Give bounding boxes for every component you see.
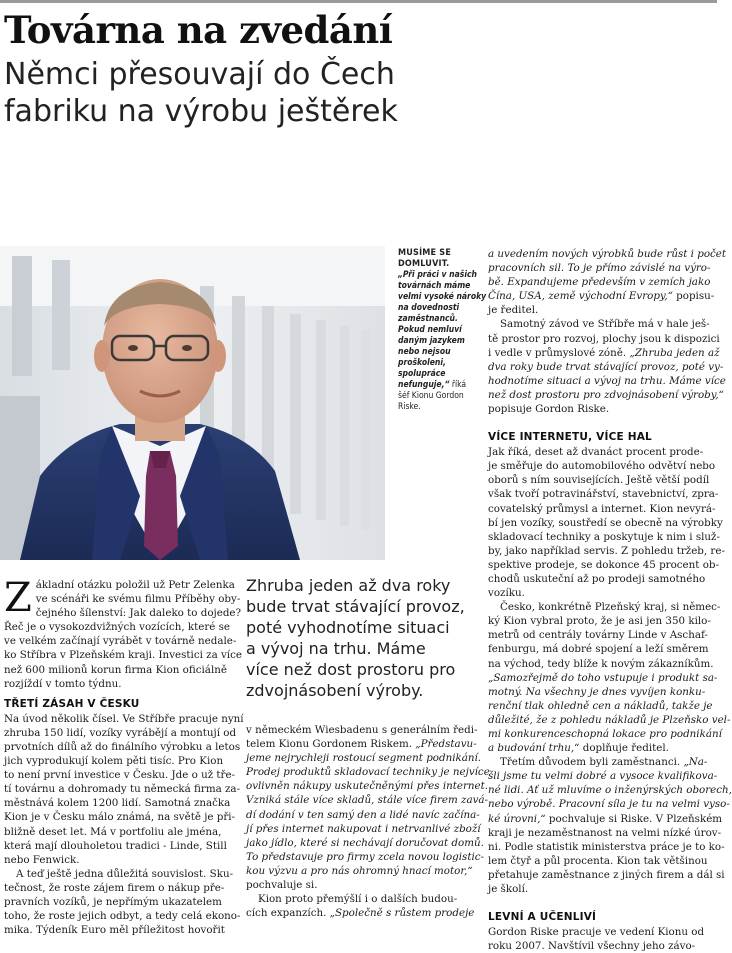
text-line: skladovací techniky a poskytuje k nim i služ- [488,530,720,543]
text-line: rozjíždí v tomto týdnu. [4,677,122,690]
caption-line: nebo nejsou [398,347,451,357]
body-paragraph [246,892,478,920]
quote-line: důležité, že z pohledu nákladů je Plzeňsko vel- [488,713,731,726]
text-line: tečnost, že roste zájem firem o nákup pře- [4,881,225,894]
article-column-3 [488,247,732,953]
text-line [246,906,478,920]
text-line: by, jako například servis. Z pohledu tržeb, re- [488,544,725,557]
text-line: tě prostor pro rozvoj, plochy jsou k dispozici [488,332,720,345]
text-line: nebo Fenwick. [4,853,80,866]
quote-line: než dost prostoru pro zdvojnásobení výroby,“ [488,388,724,401]
quote-line: kou výzvu a pro nás ohromný hnací motor,“ [246,864,473,877]
pull-quote [246,575,478,701]
body-paragraph [4,867,241,937]
body-paragraph [488,925,712,953]
text-line: metrů od centrály továrny Linde v Aschaf- [488,629,708,642]
text-line: kraji je nezaměstnanost na velmi nízké úrov- [488,826,722,839]
pull-quote-line: Zhruba jeden až dva roky [246,576,451,595]
text-line: je školí. [488,883,529,896]
text-line [488,812,723,826]
text-line: Na úvod několik čísel. Ve Stříbře pracuje nyní [4,712,244,725]
quote-line: jako jídlo, které si nechávají doručovat domů. [246,836,484,849]
caption-line: Pokud nemluví [398,325,462,335]
quote-fragment: ké úrovni,“ [488,812,546,825]
caption-heading-line: DOMLUVIT. [398,259,450,269]
quote-line: šli jsme tu velmi dobré a vysoce kvalifikova- [488,770,718,783]
text-line: Kion proto přemýšlí i o dalších budou- [258,893,458,906]
text-line: jich vyprodukují kolem pěti tisíc. Pro Kion [4,755,224,768]
text-line: čejného šílenství: Jak daleko to dojede? [35,607,242,620]
body-paragraph [488,755,732,896]
portrait-photo [0,246,385,560]
article-column-1 [4,575,244,937]
text-line: chodů uskuteční až po prodeji samotného [488,572,706,585]
text-line: městnává kolem 1200 lidí. Samotná značka [4,797,231,810]
quote-line: „Samozřejmě do toho vstupuje i produkt sa- [488,671,718,684]
quote-line: Prodej produktů skladovací techniky je nejvíce [246,766,490,779]
caption-line: zaměstnanců. [398,314,458,324]
quote-line: né lidi. Ať už mluvíme o inženýrských oborech, [488,784,732,797]
section-subhead: TŘETÍ ZÁSAH V ČESKU [4,697,140,710]
quote-fragment: „Představu- [411,738,477,751]
caption-line: šéf Kionu Gordon [398,391,464,401]
drop-cap: Z [4,575,32,621]
text-line: vozíku. [488,587,525,600]
text-fragment: i vedle v průmyslové zóně. [488,346,630,359]
caption-line: Riske. [398,402,421,412]
section-subhead: VÍCE INTERNETU, VÍCE HAL [488,431,652,444]
text-line: mika. Týdeník Euro měl příležitost hovořit [4,924,225,937]
caption-line [398,380,490,391]
text-line: roku 2007. Navštívil všechny jeho závo- [488,940,696,953]
text-fragment: telem Kionu Gordonem Riskem. [246,738,412,751]
text-line: lem čtyř a půl procenta. Kion tak většinou [488,854,708,867]
caption-line: proškoleni, [398,358,446,368]
body-paragraph [4,712,244,867]
text-line: covatelský průmysl a internet. Kion nevyrá- [488,502,716,515]
quote-line: bě. Expandujeme především v zemích jako [488,276,711,289]
text-line: bližně deset let. Má v portfoliu ale jména, [4,825,222,838]
text-line: ko Stříbra v Plzeňském kraji. Investici za více [4,649,242,662]
text-line: to není první investice v Česku. Jde o už tře- [4,769,236,782]
intro-paragraph [4,575,242,691]
text-line: prvotních dílů až do finálního výrobku a letos [4,740,241,753]
text-line: ákladní otázku položil už Petr Zelenka [35,579,235,591]
text-line: ni. Podle statistik ministerstva práce je to ko- [488,840,725,853]
quote-line: motný. Na všechny je dnes vyvíjen konku- [488,685,706,698]
text-line [488,755,712,769]
quote-line: a uvedením nových výrobků bude růst i počet [488,248,727,260]
text-fragment: pochvaluje si Riske. V Plzeňském [545,812,723,825]
quote-line: mi konkurenceschopná lokace pro podnikání [488,728,722,740]
article-kicker: Továrna na zvedání [4,8,393,52]
text-line: ký Kion vybral proto, že je asi jen 350 kilo- [488,615,711,628]
photo-caption [398,248,490,413]
quote-fragment: a budování trhu,“ [488,742,580,755]
quote-line: dí dodání v ten samý den a lidé navíc začína- [246,808,480,821]
pull-quote-line: bude trvat stávající provoz, [246,597,465,616]
text-line: Jak říká, deset až dvanáct procent prode- [488,446,704,459]
quote-line: ovlivněn nákupy uskutečněnými přes internet. [246,780,489,793]
top-rule [0,0,717,3]
text-line: popisuje Gordon Riske. [488,403,610,416]
text-line: spektive prodeje, se dokonce 45 procent ob- [488,558,719,571]
text-line: toho, že roste jejich odbyt, a tedy celá ekono- [4,910,241,923]
caption-line: továrnách máme [398,281,471,291]
caption-line: spolupráce [398,369,446,379]
headline-line: fabriku na výrobu ještěrek [4,94,398,129]
quote-line: Vzniká stále více skladů, stále více firem zavá- [246,794,489,807]
body-paragraph [246,723,490,892]
text-fragment: doplňuje ředitel. [579,742,669,755]
text-line [488,346,720,360]
quote-fragment: Čína, USA, země východní Evropy,“ [488,290,673,303]
article-headline [4,56,704,130]
text-fragment: Třetím důvodem byli zaměstnanci. [500,756,684,769]
text-line: než 600 milionů korun firma Kion oficiálně [4,663,227,676]
pull-quote-line: a vývoj na trhu. Máme [246,639,426,658]
quote-line: dva roky bude trvat stávající provoz, poté vy- [488,360,724,373]
text-line: je směřuje do automobilového odvětví nebo [488,460,716,473]
body-paragraph [488,445,725,600]
text-line: na východ, tedy blíže k novým zákazníkům. [488,657,714,670]
quote-fragment: „Zhruba jeden až [629,346,720,359]
portrait-illustration [0,246,385,560]
quote-line: hodnotíme situaci a vývoj na trhu. Máme více [488,374,726,387]
text-line: Řeč je o vysokozdvižných vozících, které se [4,621,231,634]
text-line: A teď ještě jedna důležitá souvislost. Sku- [16,867,234,880]
text-line: pochvaluje si. [246,879,318,892]
text-line [488,289,715,303]
caption-quote [398,270,490,413]
quote-line: nebo výrobě. Pracovní síla je tu na velmi vyso- [488,798,730,811]
article-column-2 [246,575,490,920]
caption-heading-line: MUSÍME SE [398,248,452,258]
quote-line: jeme nejrychleji rostoucí segment podnikání. [246,752,482,765]
body-paragraph [488,600,731,755]
text-line [246,737,478,751]
quote-line: jí přes internet nakupovat i netrvanlivé zboží [246,822,481,835]
body-paragraph [488,317,726,416]
text-line: Kion je v Česku málo známá, na světě je při- [4,811,236,824]
text-line: však tvoří potravinářství, stavebnictví, zpra- [488,488,719,501]
text-line: Česko, konkrétně Plzeňský kraj, si němec- [500,601,721,614]
text-line: která mají dlouholetou tradici - Linde, Still [4,839,227,852]
caption-attribution: říká [449,380,467,390]
caption-line: „Při práci v našich [398,270,477,280]
text-line: ve scénáři ke svému filmu Příběhy oby- [35,593,241,606]
text-line: přetahuje zaměstnance z jiných firem a dál si [488,868,725,881]
text-line: tí továrnu a dohromady tu německá firma za- [4,783,241,796]
pull-quote-line: zdvojnásobení výroby. [246,681,424,700]
text-line: fenburgu, má dobré spojení a leží směrem [488,643,709,656]
text-line: oborů s ním souvisejících. Ještě větší podíl [488,474,710,487]
quote-fragment: „Společně s růstem prodeje [329,907,475,920]
caption-line: daným jazykem [398,336,465,346]
text-line: v německém Wiesbadenu s generálním ředi- [246,724,478,736]
text-line: ve velkém začínají vyrábět v továrně nedale- [4,635,237,648]
quote-line: pracovních sil. To je přímo závislé na výro- [488,262,711,275]
headline-line: Němci přesouvají do Čech [4,57,395,92]
text-line: Gordon Riske pracuje ve vedení Kionu od [488,926,705,939]
quote-line: To představuje pro firmy zcela novou logistic- [246,850,485,863]
caption-line: na dovednosti [398,303,460,313]
caption-line: velmi vysoké nároky [398,292,487,302]
text-fragment: cích expanzích. [246,907,330,920]
caption-heading [398,248,490,270]
text-line: je ředitel. [488,304,539,317]
quote-fragment: „Na- [683,756,708,769]
pull-quote-line: více než dost prostoru pro [246,660,456,679]
text-line [488,741,712,755]
text-line: pravních vozíků, je nepřímým ukazatelem [4,895,222,908]
text-line: bí jen vozíky, soustředí se obecně na výrobky [488,516,723,529]
pull-quote-line: poté vyhodnotíme situaci [246,618,450,637]
section-subhead: LEVNÍ A UČENLIVÍ [488,911,597,924]
text-fragment: popisu- [672,290,715,303]
body-paragraph [488,247,727,317]
text-line: zhruba 150 lidí, vozíky vyrábějí a montují od [4,726,237,739]
caption-quote-end: nefunguje,“ [398,380,450,390]
text-line: Samotný závod ve Stříbře má v hale ješ- [500,318,710,331]
quote-line: renční tlak ohledně cen a nákladů, takže je [488,699,713,712]
